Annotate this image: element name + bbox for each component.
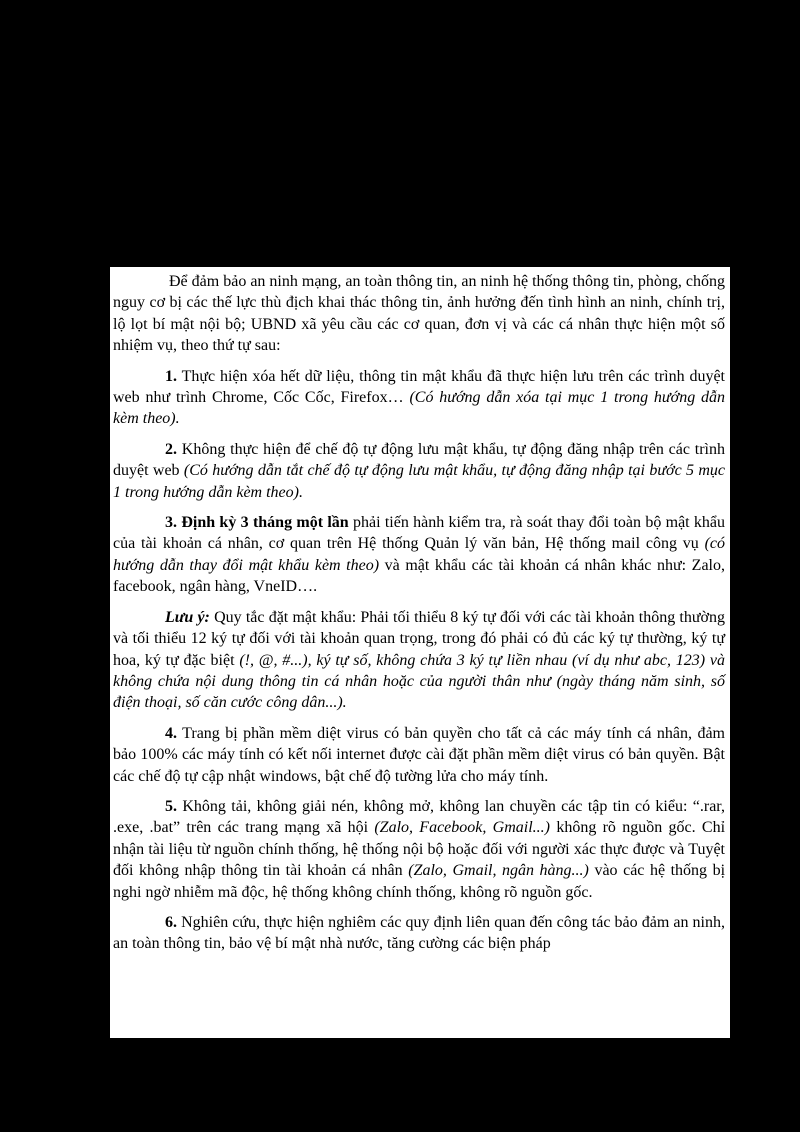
item-3-text-c: và mật khẩu các tài khoản cá nhân khác như: Zalo, facebook, ngân hàng, VneID…. bbox=[113, 556, 726, 596]
item-3-note: (có hướng dẫn thay đổi mật khẩu kèm theo) bbox=[113, 535, 726, 574]
document-page bbox=[110, 267, 730, 1038]
item-6-text: Nghiên cứu, thực hiện nghiêm các quy định liên quan đến công tác bảo đảm an ninh, an toàn thông tin, bảo vệ bí mật nhà nước, tăng cường các biện pháp bbox=[113, 913, 725, 953]
item-5 bbox=[113, 796, 725, 903]
item-5-text-a: Không tải, không giải nén, không mở, không lan chuyền các tập tin có kiểu: “.rar, .exe, .bat” trên các trang mạng xã hội bbox=[113, 797, 725, 837]
item-3-text-b: phải tiến hành kiểm tra, rà soát thay đổi toàn bộ mật khẩu của tài khoản cá nhân, cơ quan trên Hệ thống Quản lý văn bản, Hệ thống mail công vụ bbox=[113, 514, 726, 553]
note-label: Lưu ý: bbox=[165, 608, 210, 626]
item-3 bbox=[113, 512, 725, 598]
intro-paragraph: Để đảm bảo an ninh mạng, an toàn thông tin, an ninh hệ thống thông tin, phòng, chống nguy cơ bị các thế lực thù địch khai thác thông tin, ảnh hưởng đến tình hình an ninh, chính trị, lộ lọt bí mật nội bộ; UBND xã yêu cầu các cơ quan, đơn vị và các cá nhân thực hiện một số nhiệm vụ, theo thứ tự sau: bbox=[113, 273, 725, 355]
item-1 bbox=[113, 366, 725, 430]
item-6 bbox=[113, 912, 725, 955]
item-5-italic-a: (Zalo, Facebook, Gmail...) bbox=[374, 819, 551, 837]
note-italic: (!, @, #...), ký tự số, không chứa 3 ký tự liền nhau (ví dụ như abc, 123) và không chứa nội dung thông tin cá nhân hoặc của người thân như (ngày tháng năm sinh, số điện thoại, số căn cước công dân...). bbox=[113, 651, 726, 712]
item-5-text-b: không rõ nguồn gốc. Chỉ nhận tài liệu từ nguồn chính thống, hệ thống nội bộ hoặc đối với người xác thực được và Tuyệt đối không nhập thông tin tài khoản cá nhân bbox=[113, 819, 726, 880]
note-paragraph bbox=[113, 607, 725, 714]
item-3-text-a: Định kỳ bbox=[181, 514, 237, 532]
item-5-italic-b: (Zalo, Gmail, ngân hàng...) bbox=[408, 862, 589, 880]
item-3-number: 3. bbox=[165, 514, 177, 532]
item-2-note: (Có hướng dẫn tắt chế độ tự động lưu mật khẩu, tự động đăng nhập tại bước 5 mục 1 trong hướng dẫn kèm theo). bbox=[113, 462, 726, 501]
item-2 bbox=[113, 439, 725, 503]
item-6-number: 6. bbox=[165, 913, 177, 931]
item-4-text: Trang bị phần mềm diệt virus có bản quyền cho tất cả các máy tính cá nhân, đảm bảo 100% các máy tính có kết nối internet được cài đặt phần mềm diệt virus có bản quyền. Bật các chế độ tự cập nhật windows, bật chế độ tường lửa cho máy tính. bbox=[113, 724, 725, 785]
item-1-note: (Có hướng dẫn xóa tại mục 1 trong hướng dẫn kèm theo). bbox=[113, 389, 725, 428]
item-4 bbox=[113, 723, 725, 787]
item-5-text-c: vào các hệ thống bị nghi ngờ nhiễm mã độc, hệ thống không chính thống, không rõ nguồn gốc. bbox=[113, 862, 726, 901]
item-2-number: 2. bbox=[165, 440, 177, 458]
item-1-text: Thực hiện xóa hết dữ liệu, thông tin mật khẩu đã thực hiện lưu trên các trình duyệt web như trình Chrome, Cốc Cốc, Firefox… bbox=[113, 367, 725, 407]
item-3-bold: 3 tháng một lần bbox=[240, 514, 349, 532]
item-5-number: 5. bbox=[165, 797, 177, 815]
item-2-text: Không thực hiện để chế độ tự động lưu mật khẩu, tự động đăng nhập trên các trình duyệt web bbox=[113, 440, 726, 480]
item-4-number: 4. bbox=[165, 724, 177, 742]
note-text: Quy tắc đặt mật khẩu: Phải tối thiểu 8 ký tự đối với các tài khoản thông thường và tối thiểu 12 ký tự đối với tài khoản quan trọng, trong đó phải có đủ các ký tự thường, ký tự hoa, ký tự đặc biệt bbox=[113, 608, 725, 669]
item-1-number: 1. bbox=[165, 367, 177, 385]
document-body bbox=[113, 271, 725, 955]
